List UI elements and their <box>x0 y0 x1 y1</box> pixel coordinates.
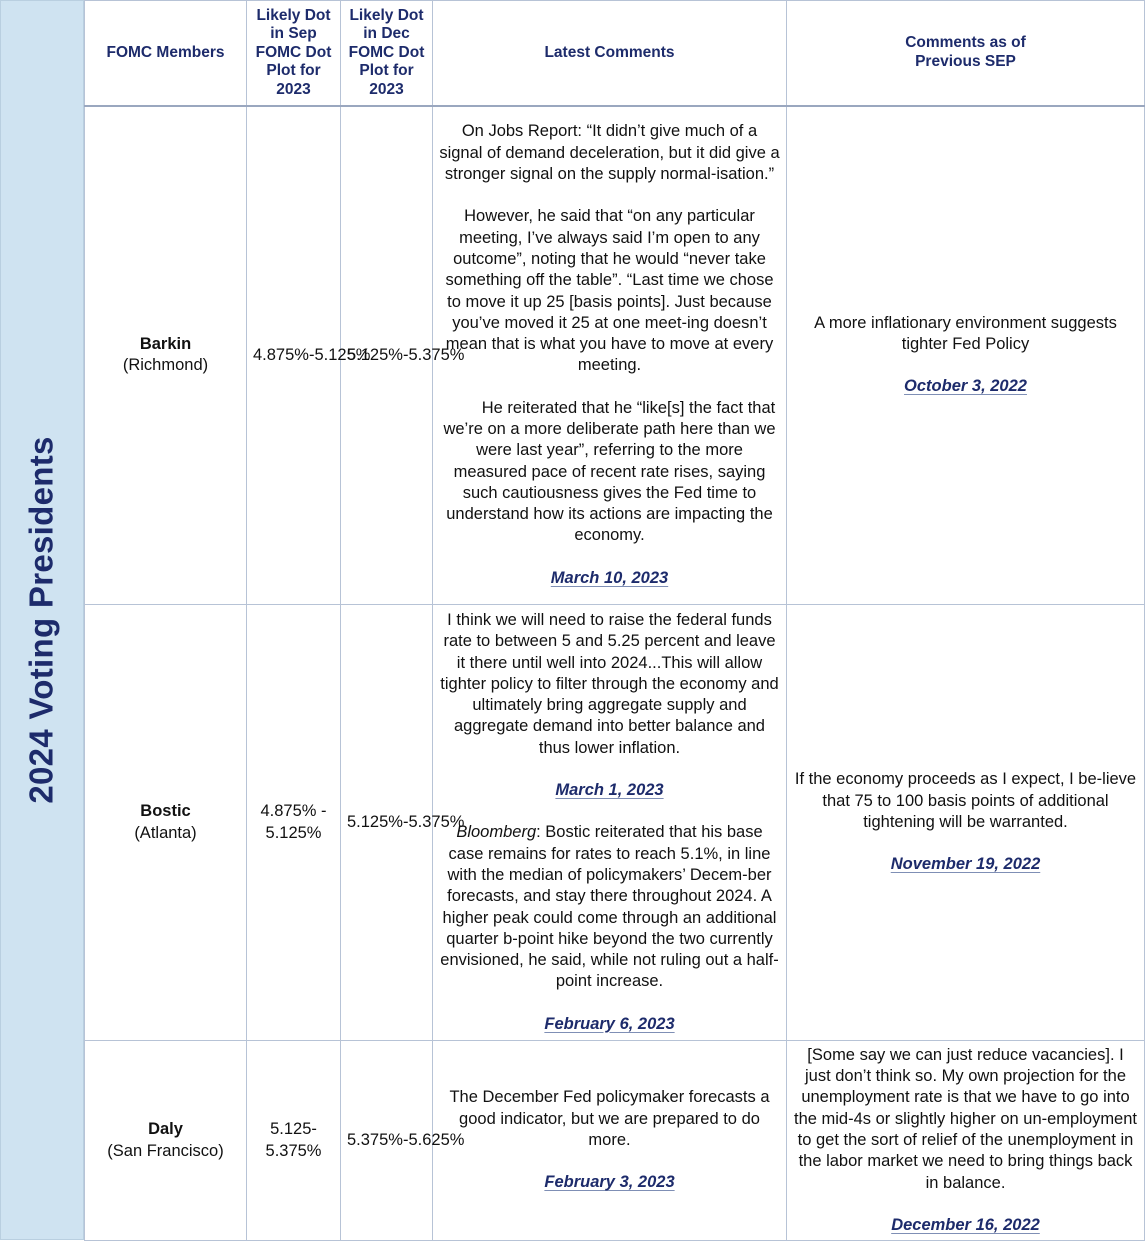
comment-date-link[interactable]: October 3, 2022 <box>904 377 1027 396</box>
table-row-daly <box>85 1041 1145 1241</box>
latest-comments-cell <box>433 605 787 1041</box>
member-cell <box>85 605 247 1041</box>
member-cell <box>85 1041 247 1241</box>
dec-dot-cell: 5.125%-5.375% <box>341 106 433 605</box>
member-name: Daly <box>148 1120 183 1139</box>
comment-date-link[interactable]: February 3, 2023 <box>544 1173 675 1192</box>
fomc-table <box>84 0 1145 1241</box>
comment-paragraph <box>439 822 780 992</box>
table-row-barkin <box>85 106 1145 605</box>
comment-paragraph: He reiterated that he “like[s] the fact that we’re on a more deliberate path here than we were last year”, referring to the more measured pace of recent rate rises, saying such cautiousness gives the Fed time to understand how its actions are impacting the economy. <box>443 398 776 545</box>
previous-comments-cell <box>787 605 1145 1041</box>
sep-dot-cell: 4.875% - 5.125% <box>247 605 341 1041</box>
comment-paragraph: On Jobs Report: “It didn’t give much of a signal of demand deceleration, but it did give a stronger signal on the supply normal-isation.” <box>439 122 780 184</box>
source-label: Bloomberg <box>456 823 537 842</box>
member-district: (Richmond) <box>122 356 209 375</box>
member-name: Bostic <box>140 802 191 821</box>
comment-paragraph: However, he said that “on any particular meeting, I’ve always said I’m open to any outcome”, noting that he would “never take something off the table”. “Last time we chose to move it up 25 [basis points]. Just because you’ve moved it 25 at one meet-ing doesn’t mean that is what you have to move at every meeting. <box>445 207 774 375</box>
header-members: FOMC Members <box>85 1 247 106</box>
member-district: (Atlanta) <box>134 823 197 842</box>
comment-paragraph: [Some say we can just reduce vacancies]. I just don’t think so. My own projection for the unemployment rate is that we have to go into the mid-4s or slightly higher on un-employment to get the sort of relief of the unemployment in the labor market we need to bring things back in balance. <box>794 1045 1137 1192</box>
comment-date-link[interactable]: February 6, 2023 <box>544 1014 675 1033</box>
header-latest-comments: Latest Comments <box>433 1 787 106</box>
sidebar-title: 2024 Voting Presidents <box>23 436 60 804</box>
header-dec-dot: Likely Dot in Dec FOMC Dot Plot for 2023 <box>341 1 433 106</box>
member-cell <box>85 106 247 605</box>
latest-comments-cell <box>433 1041 787 1241</box>
sep-dot-cell: 5.125-5.375% <box>247 1041 341 1241</box>
comment-paragraph: A more inflationary environment suggests tighter Fed Policy <box>814 313 1117 354</box>
comment-text: : Bostic reiterated that his base case remains for rates to reach 5.1%, in line with the median of policymakers’ Decem-ber forecasts, and stay there throughout 2024. A higher peak could come through an additional quarter b-point hike beyond the two currently envisioned, he said, while not ruling out a half-point increase. <box>440 823 779 991</box>
member-district: (San Francisco) <box>107 1141 224 1160</box>
comment-date-link[interactable]: November 19, 2022 <box>890 855 1041 874</box>
header-previous-comments: Comments as of Previous SEP <box>787 1 1145 106</box>
comment-date-link[interactable]: March 10, 2023 <box>550 568 669 587</box>
previous-comments-cell <box>787 1041 1145 1241</box>
dec-dot-cell: 5.125%-5.375% <box>341 605 433 1041</box>
comment-paragraph: If the economy proceeds as I expect, I be-lieve that 75 to 100 basis points of additional tightening will be warranted. <box>794 770 1137 831</box>
dec-dot-cell: 5.375%-5.625% <box>341 1041 433 1241</box>
comment-paragraph: I think we will need to raise the federal funds rate to between 5 and 5.25 percent and leave it there until well into 2024...This will allow tighter policy to filter through the economy and ultimately bring aggregate supply and aggregate demand into better balance and thus lower inflation. <box>440 610 779 757</box>
comment-date-link[interactable]: March 1, 2023 <box>555 781 664 800</box>
comment-paragraph: The December Fed policymaker forecasts a good indicator, but we are prepared to do more. <box>449 1088 770 1149</box>
member-name: Barkin <box>139 334 192 353</box>
header-sep-dot: Likely Dot in Sep FOMC Dot Plot for 2023 <box>247 1 341 106</box>
latest-comments-cell <box>433 106 787 605</box>
header-row <box>85 1 1145 106</box>
table-row-bostic <box>85 605 1145 1041</box>
sidebar-band <box>0 0 84 1240</box>
sep-dot-cell: 4.875%-5.125% <box>247 106 341 605</box>
previous-comments-cell <box>787 106 1145 605</box>
comment-date-link[interactable]: December 16, 2022 <box>891 1215 1040 1234</box>
